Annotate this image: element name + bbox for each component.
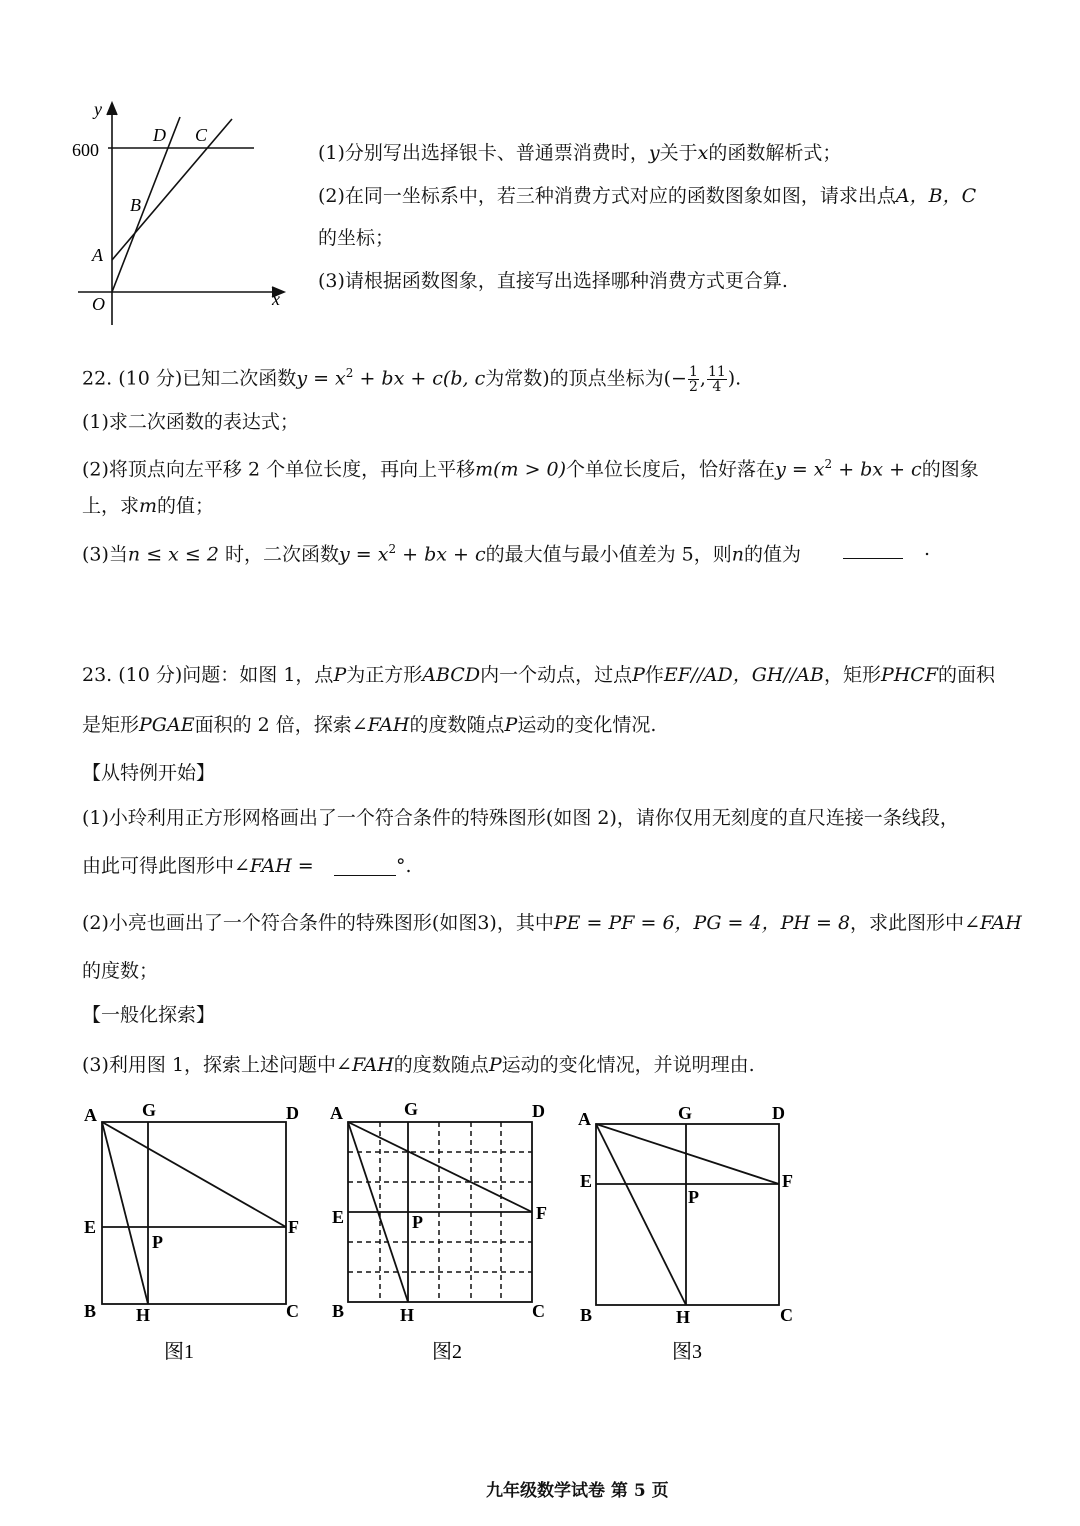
q23-part2: (2)小亮也画出了一个符合条件的特殊图形(如图3)，其中PE = PF = 6，PG = 4，PH = 8，求此图形中∠FAH — [82, 912, 1022, 934]
q23-part3: (3)利用图 1，探索上述问题中∠FAH的度数随点P运动的变化情况，并说明理由. — [82, 1054, 755, 1076]
origin-label: O — [92, 294, 105, 314]
figure-1 — [78, 1095, 318, 1370]
svg-text:C: C — [286, 1301, 299, 1321]
point-c-label: C — [195, 125, 208, 145]
q23-section-special: 【从特例开始】 — [82, 762, 216, 784]
square-abcd — [596, 1124, 779, 1305]
tick-600: 600 — [72, 140, 99, 160]
point-b-label: B — [130, 195, 141, 215]
svg-text:A: A — [330, 1103, 343, 1123]
svg-text:E: E — [84, 1217, 97, 1237]
q21-part2-line2: 的坐标； — [318, 227, 395, 249]
svg-text:H: H — [136, 1305, 151, 1325]
q22-part2-line2: 上，求m的值； — [82, 495, 215, 517]
svg-text:C: C — [780, 1305, 793, 1325]
svg-text:A: A — [84, 1105, 97, 1125]
svg-text:P: P — [688, 1187, 699, 1207]
svg-text:F: F — [536, 1203, 547, 1223]
svg-text:E: E — [580, 1171, 593, 1191]
square-abcd — [102, 1122, 286, 1304]
line-od — [112, 117, 180, 292]
q21-part2: (2)在同一坐标系中，若三种消费方式对应的函数图象如图，请求出点A，B，C — [318, 185, 977, 207]
figure-2-caption: 图2 — [432, 1341, 462, 1363]
svg-text:G: G — [404, 1099, 419, 1119]
svg-text:B: B — [332, 1301, 345, 1321]
segment-af — [596, 1124, 779, 1184]
svg-text:A: A — [578, 1109, 591, 1129]
q23-part2-line2: 的度数； — [82, 960, 159, 982]
q21-part1: (1)分别写出选择银卡、普通票消费时，y关于x的函数解析式； — [318, 142, 842, 164]
segment-af — [348, 1122, 532, 1212]
svg-text:G: G — [678, 1103, 693, 1123]
segment-af — [102, 1122, 286, 1227]
q23-stem-line2: 是矩形PGAE面积的 2 倍，探索∠FAH的度数随点P运动的变化情况. — [82, 714, 657, 736]
frac-neg-half: $\frac{1}{2}$ — [688, 363, 698, 395]
segment-ah — [102, 1122, 148, 1304]
q22-answer-blank[interactable] — [843, 540, 903, 559]
y-axis-arrow — [107, 103, 117, 115]
q23-answer-blank[interactable] — [334, 857, 396, 876]
q22-end-period: . — [924, 538, 931, 560]
page-footer: 九年级数学试卷 第 5 页 — [486, 1481, 669, 1501]
svg-text:G: G — [142, 1100, 157, 1120]
q21-graph — [60, 95, 300, 335]
svg-text:P: P — [412, 1212, 423, 1232]
line-ac — [112, 119, 232, 260]
svg-text:F: F — [288, 1217, 299, 1237]
svg-text:D: D — [286, 1103, 299, 1123]
q22-stem: 22. (10 分)已知二次函数$y = x^2$ + bx + c(b, c为常数)的顶点坐标为(− $\frac{1}{2}$ , $\frac{11}{4}$ ). — [82, 363, 742, 395]
q23-degree-end: °. — [396, 855, 412, 877]
point-d-label: D — [153, 125, 166, 145]
x-label: x — [272, 289, 280, 309]
point-a-label: A — [92, 245, 103, 265]
svg-text:B: B — [84, 1301, 97, 1321]
svg-text:F: F — [782, 1171, 793, 1191]
segment-ah — [596, 1124, 686, 1305]
q22-part3: (3)当n ≤ x ≤ 2 时，二次函数$y = x^2$ + bx + c的最大值与最小值差为 5，则n的值为 — [82, 542, 802, 566]
y-label: y — [94, 99, 102, 119]
svg-text:H: H — [676, 1307, 691, 1327]
q22-part1: (1)求二次函数的表达式； — [82, 411, 299, 433]
svg-text:B: B — [580, 1305, 593, 1325]
q23-part1: (1)小玲利用正方形网格画出了一个符合条件的特殊图形(如图 2)，请你仅用无刻度的直尺连接一条线段， — [82, 807, 959, 829]
svg-text:D: D — [772, 1103, 785, 1123]
svg-text:D: D — [532, 1101, 545, 1121]
svg-text:C: C — [532, 1301, 545, 1321]
q23-part1-line2: 由此可得此图形中∠FAH = — [82, 855, 314, 877]
q23-section-general: 【一般化探索】 — [82, 1004, 216, 1026]
figure-3-caption: 图3 — [672, 1341, 702, 1363]
figure-1-caption: 图1 — [164, 1341, 194, 1363]
svg-text:H: H — [400, 1305, 415, 1325]
q22-part2: (2)将顶点向左平移 2 个单位长度，再向上平移m(m > 0)个单位长度后，恰好落在$y = x^2$ + bx + c的图象 — [82, 457, 979, 481]
figure-3 — [574, 1095, 814, 1370]
figure-2 — [326, 1095, 566, 1370]
q23-stem: 23. (10 分)问题：如图 1，点P为正方形ABCD内一个动点，过点P作EF//AD，GH//AB，矩形PHCF的面积 — [82, 664, 996, 686]
frac-eleven-quarters: $\frac{11}{4}$ — [707, 363, 726, 395]
svg-text:P: P — [152, 1232, 163, 1252]
svg-text:E: E — [332, 1207, 345, 1227]
q21-part3: (3)请根据函数图象，直接写出选择哪种消费方式更合算. — [318, 270, 788, 292]
